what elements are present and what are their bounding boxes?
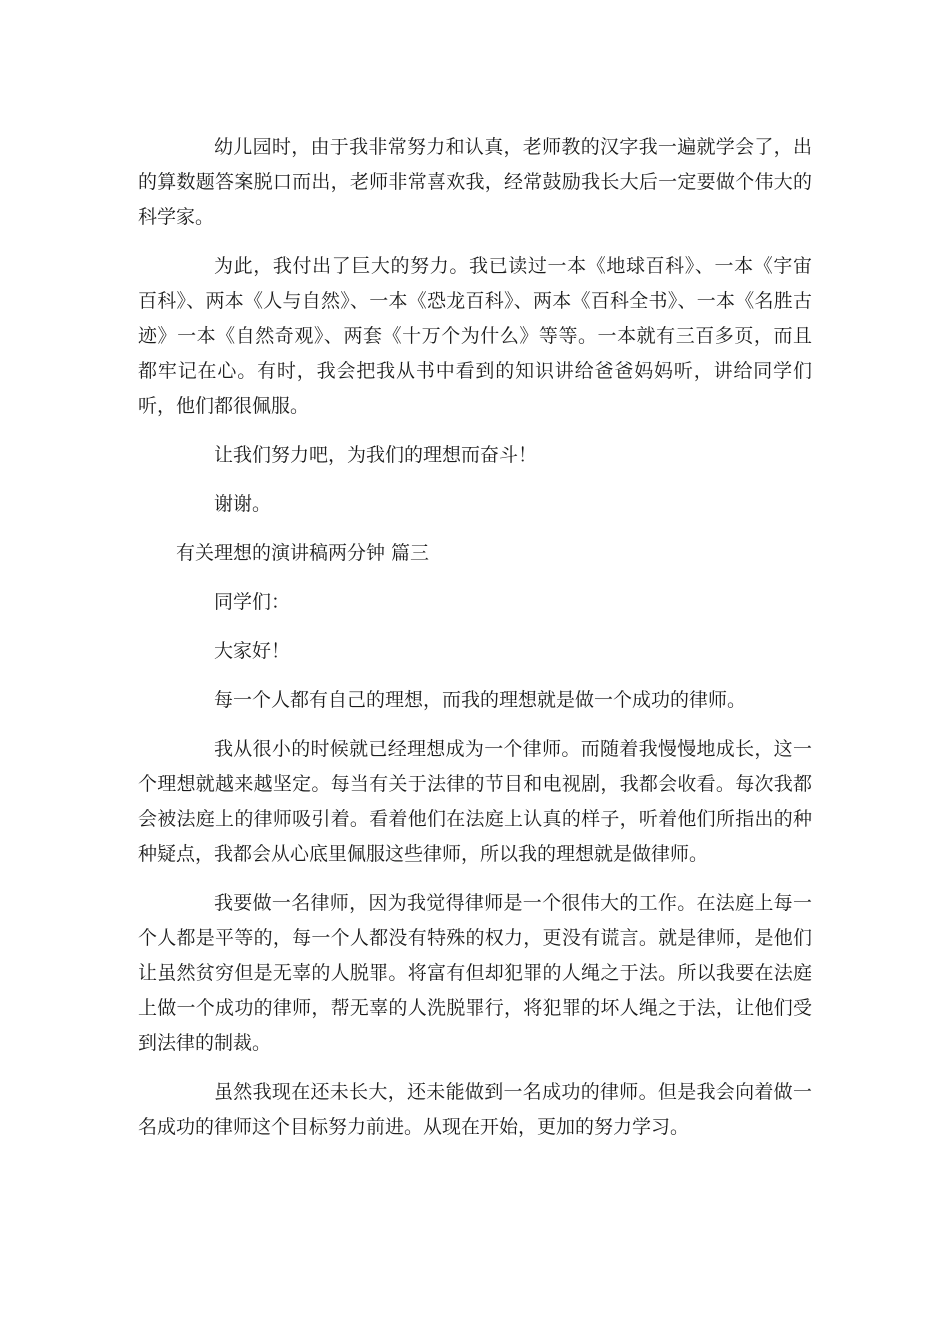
paragraph-kindergarten: 幼儿园时，由于我非常努力和认真，老师教的汉字我一遍就学会了，出的算数题答案脱口而出，老师非常喜欢我，经常鼓励我长大后一定要做个伟大的科学家。 <box>138 136 812 228</box>
section-heading: 有关理想的演讲稿两分钟 篇三 <box>176 542 430 564</box>
paragraph-why-lawyer: 我要做一名律师，因为我觉得律师是一个很伟大的工作。在法庭上每一个人都是平等的，每一个人都没有特殊的权力，更没有谎言。就是律师，是他们让虽然贫穷但是无辜的人脱罪。将富有但却犯罪的人绳之于法。所以我要在法庭上做一个成功的律师，帮无辜的人洗脱罪行，将犯罪的坏人绳之于法，让他们受到法律的制裁。 <box>138 892 812 1054</box>
paragraph-call-to-action: 让我们努力吧，为我们的理想而奋斗！ <box>214 444 538 466</box>
paragraph-closing: 虽然我现在还未长大，还未能做到一名成功的律师。但是我会向着做一名成功的律师这个目标努力前进。从现在开始，更加的努力学习。 <box>138 1081 812 1138</box>
document-page <box>138 130 812 1159</box>
paragraph-greeting-everyone: 大家好！ <box>214 640 291 662</box>
paragraph-greeting-classmates: 同学们： <box>214 591 291 613</box>
paragraph-reading: 为此，我付出了巨大的努力。我已读过一本《地球百科》、一本《宇宙百科》、两本《人与自然》、一本《恐龙百科》、两本《百科全书》、一本《名胜古迹》一本《自然奇观》、两套《十万个为什么》等等。一本就有三百多页，而且都牢记在心。有时，我会把我从书中看到的知识讲给爸爸妈妈听，讲给同学们听，他们都很佩服。 <box>138 255 812 417</box>
paragraph-childhood-dream: 我从很小的时候就已经理想成为一个律师。而随着我慢慢地成长，这一个理想就越来越坚定。每当有关于法律的节目和电视剧，我都会收看。每次我都会被法庭上的律师吸引着。看着他们在法庭上认真的样子，听着他们所指出的种种疑点，我都会从心底里佩服这些律师，所以我的理想就是做律师。 <box>138 738 812 865</box>
paragraph-ideal: 每一个人都有自己的理想，而我的理想就是做一个成功的律师。 <box>214 689 747 711</box>
paragraph-thanks: 谢谢。 <box>214 493 272 515</box>
